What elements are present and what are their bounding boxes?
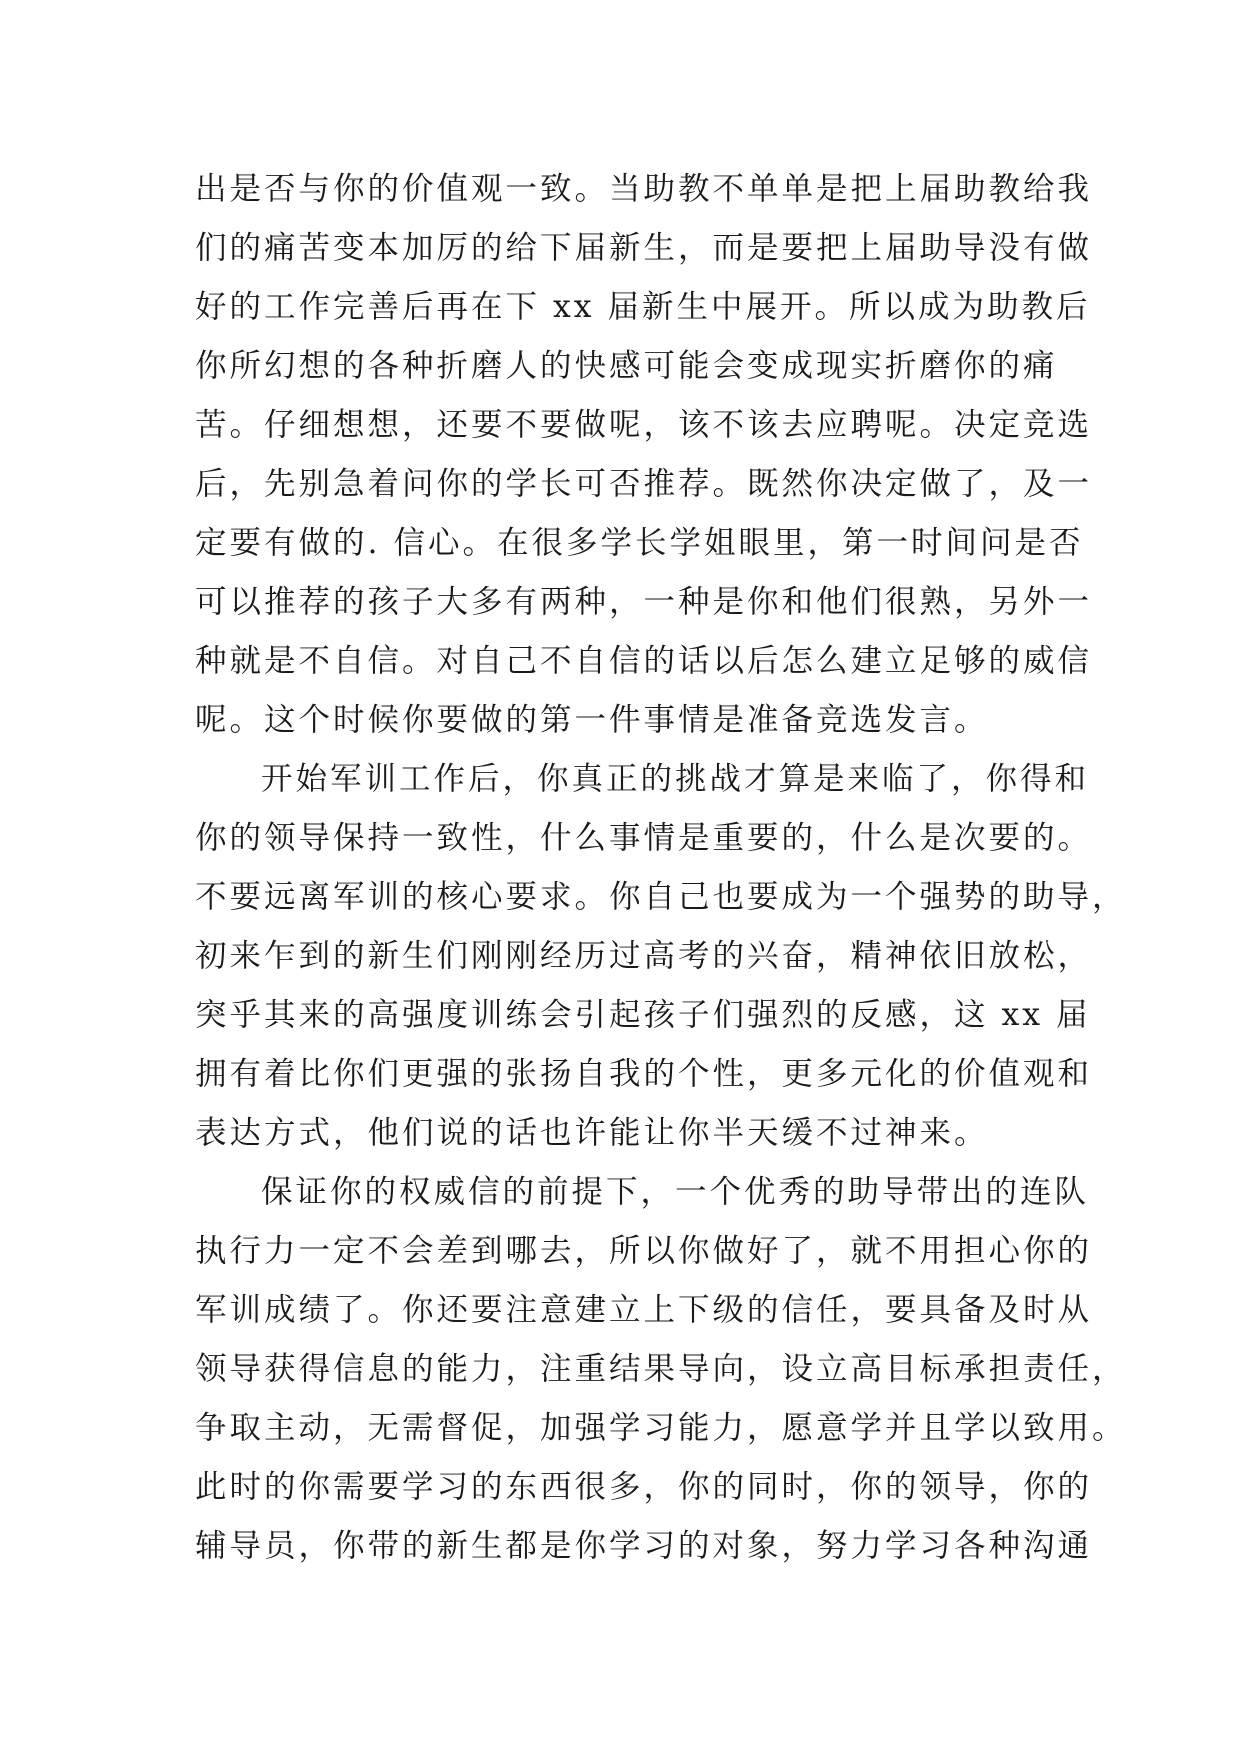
text-line: 你的领导保持一致性，什么事情是重要的，什么是次要的。 [195,820,1093,856]
text-line: 后，先别急着问你的学长可否推荐。既然你决定做了，及一 [195,466,1093,502]
paragraph-3 [195,1163,1127,1576]
text-line: 种就是不自信。对自己不自信的话以后怎么建立足够的威信 [195,643,1093,679]
text-line: 你所幻想的各种折磨人的快感可能会变成现实折磨你的痛 [195,348,1058,384]
text-line: 突乎其来的高强度训练会引起孩子们强烈的反感，这 xx 届 [195,997,1091,1033]
text-line: 不要远离军训的核心要求。你自己也要成为一个强势的助导， [195,879,1127,915]
text-line: 此时的你需要学习的东西很多，你的同时，你的领导，你的 [195,1469,1093,1505]
text-line: 拥有着比你们更强的张扬自我的个性，更多元化的价值观和 [195,1056,1093,1092]
text-line: 辅导员，你带的新生都是你学习的对象，努力学习各种沟通 [195,1528,1093,1564]
text-line: 初来乍到的新生们刚刚经历过高考的兴奋，精神依旧放松， [195,938,1093,974]
text-line: 出是否与你的价值观一致。当助教不单单是把上届助教给我 [195,171,1093,207]
text-line: 军训成绩了。你还要注意建立上下级的信任，要具备及时从 [195,1292,1093,1328]
text-line: 执行力一定不会差到哪去，所以你做好了，就不用担心你的 [195,1233,1093,1269]
text-line: 苦。仔细想想，还要不要做呢，该不该去应聘呢。决定竞选 [195,407,1093,443]
paragraph-1 [195,160,1093,750]
text-line: 可以推荐的孩子大多有两种，一种是你和他们很熟，另外一 [195,584,1093,620]
paragraph-2 [195,750,1127,1163]
text-line: 领导获得信息的能力，注重结果导向，设立高目标承担责任， [195,1351,1127,1387]
document-body [195,160,1127,1576]
text-line: 呢。这个时候你要做的第一件事情是准备竞选发言。 [195,702,989,738]
text-line: 开始军训工作后，你真正的挑战才算是来临了，你得和 [261,761,1090,797]
text-line: 们的痛苦变本加厉的给下届新生，而是要把上届助导没有做 [195,230,1093,266]
text-line: 好的工作完善后再在下 xx 届新生中展开。所以成为助教后 [195,289,1091,325]
text-line: 表达方式，他们说的话也许能让你半天缓不过神来。 [195,1115,989,1151]
text-line: 争取主动，无需督促，加强学习能力，愿意学并且学以致用。 [195,1410,1127,1446]
text-line: 定要有做的. 信心。在很多学长学姐眼里，第一时间问是否 [195,525,1084,561]
text-line: 保证你的权威信的前提下，一个优秀的助导带出的连队 [261,1174,1090,1210]
